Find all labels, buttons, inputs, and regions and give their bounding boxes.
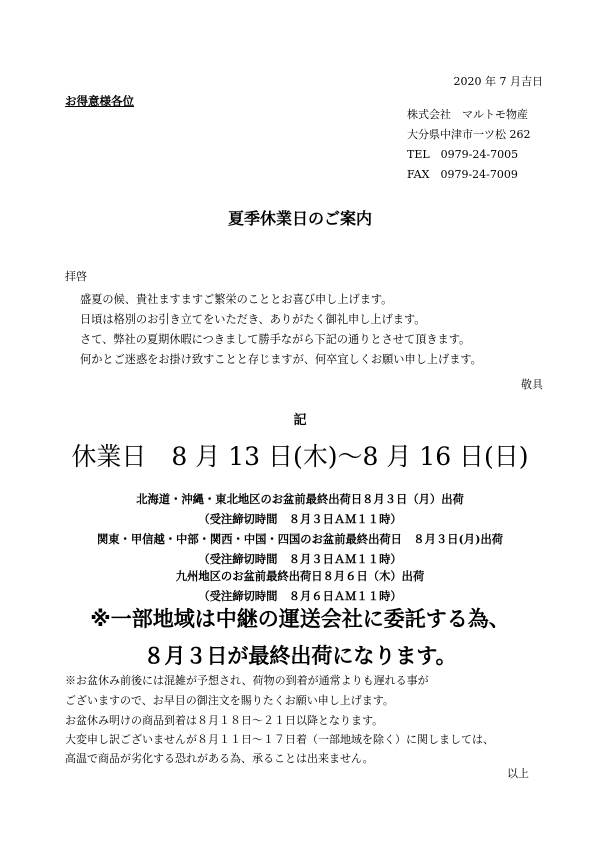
- shipping-line: （受注締切時間 ８月６日ＡＭ１１時）: [198, 589, 402, 603]
- letter-line: 何かとご迷惑をお掛け致すことと存じますが、何卒宜しくお願い申し上げます。: [80, 353, 482, 366]
- sender-company: 株式会社 マルトモ物産: [407, 108, 528, 121]
- note-line: お盆休み明けの商品到着は８月１８日～２１日以降となります。: [65, 714, 384, 727]
- shipping-line: 関東・甲信越・中部・関西・中国・四国のお盆前最終出荷日 ８月３日(月)出荷: [96, 532, 504, 546]
- letter-line: 盛夏の候、貴社ますますご繁栄のこととお喜び申し上げます。: [80, 293, 393, 306]
- document-end: 以上: [507, 767, 529, 780]
- sender-tel: TEL 0979-24-7005: [407, 148, 519, 161]
- note-line: ※お盆休み前後には混雑が予想され、荷物の到着が通常よりも遅れる事が: [65, 674, 429, 687]
- shipping-line: （受注締切時間 ８月３日ＡＭ１１時）: [198, 552, 402, 566]
- document-date: 2020 年 7 月吉日: [453, 75, 543, 88]
- note-line: 高温で商品が劣化する恐れがある為、承ることは出来ません。: [65, 752, 374, 765]
- holiday-dates: 休業日 8 月 13 日(木)～8 月 16 日(日): [71, 442, 529, 471]
- letter-opening: 拝啓: [65, 270, 87, 283]
- letter-line: さて、弊社の夏期休暇につきまして勝手ながら下記の通りとさせて頂きます。: [80, 333, 471, 346]
- sender-fax: FAX 0979-24-7009: [407, 168, 518, 181]
- emphasis-line: ８月３日が最終出荷になります。: [143, 644, 457, 668]
- letter-line: 日頃は格別のお引き立てをいただき、ありがたく御礼申し上げます。: [80, 313, 426, 326]
- letter-closing: 敬具: [521, 378, 543, 391]
- note-line: 大変申し訳ございませんが８月１１日～１７日着（一部地域を除く）に関しましては、: [65, 733, 494, 746]
- page-title: 夏季休業日のご案内: [227, 209, 372, 228]
- notice-heading: 記: [293, 413, 307, 428]
- note-line: ございますので、お早目の御注文を賜りたくお願い申し上げます。: [65, 694, 394, 707]
- shipping-line: 北海道・沖縄・東北地区のお盆前最終出荷日８月３日（月）出荷: [136, 492, 464, 506]
- shipping-line: （受注締切時間 ８月３日ＡＭ１１時）: [198, 512, 402, 526]
- emphasis-line: ※一部地域は中継の運送会社に委託する為、: [90, 607, 510, 631]
- addressee: お得意様各位: [65, 94, 134, 108]
- sender-address: 大分県中津市一ツ松 262: [407, 128, 531, 141]
- shipping-line: 九州地区のお盆前最終出荷日８月６日（木）出荷: [175, 569, 425, 583]
